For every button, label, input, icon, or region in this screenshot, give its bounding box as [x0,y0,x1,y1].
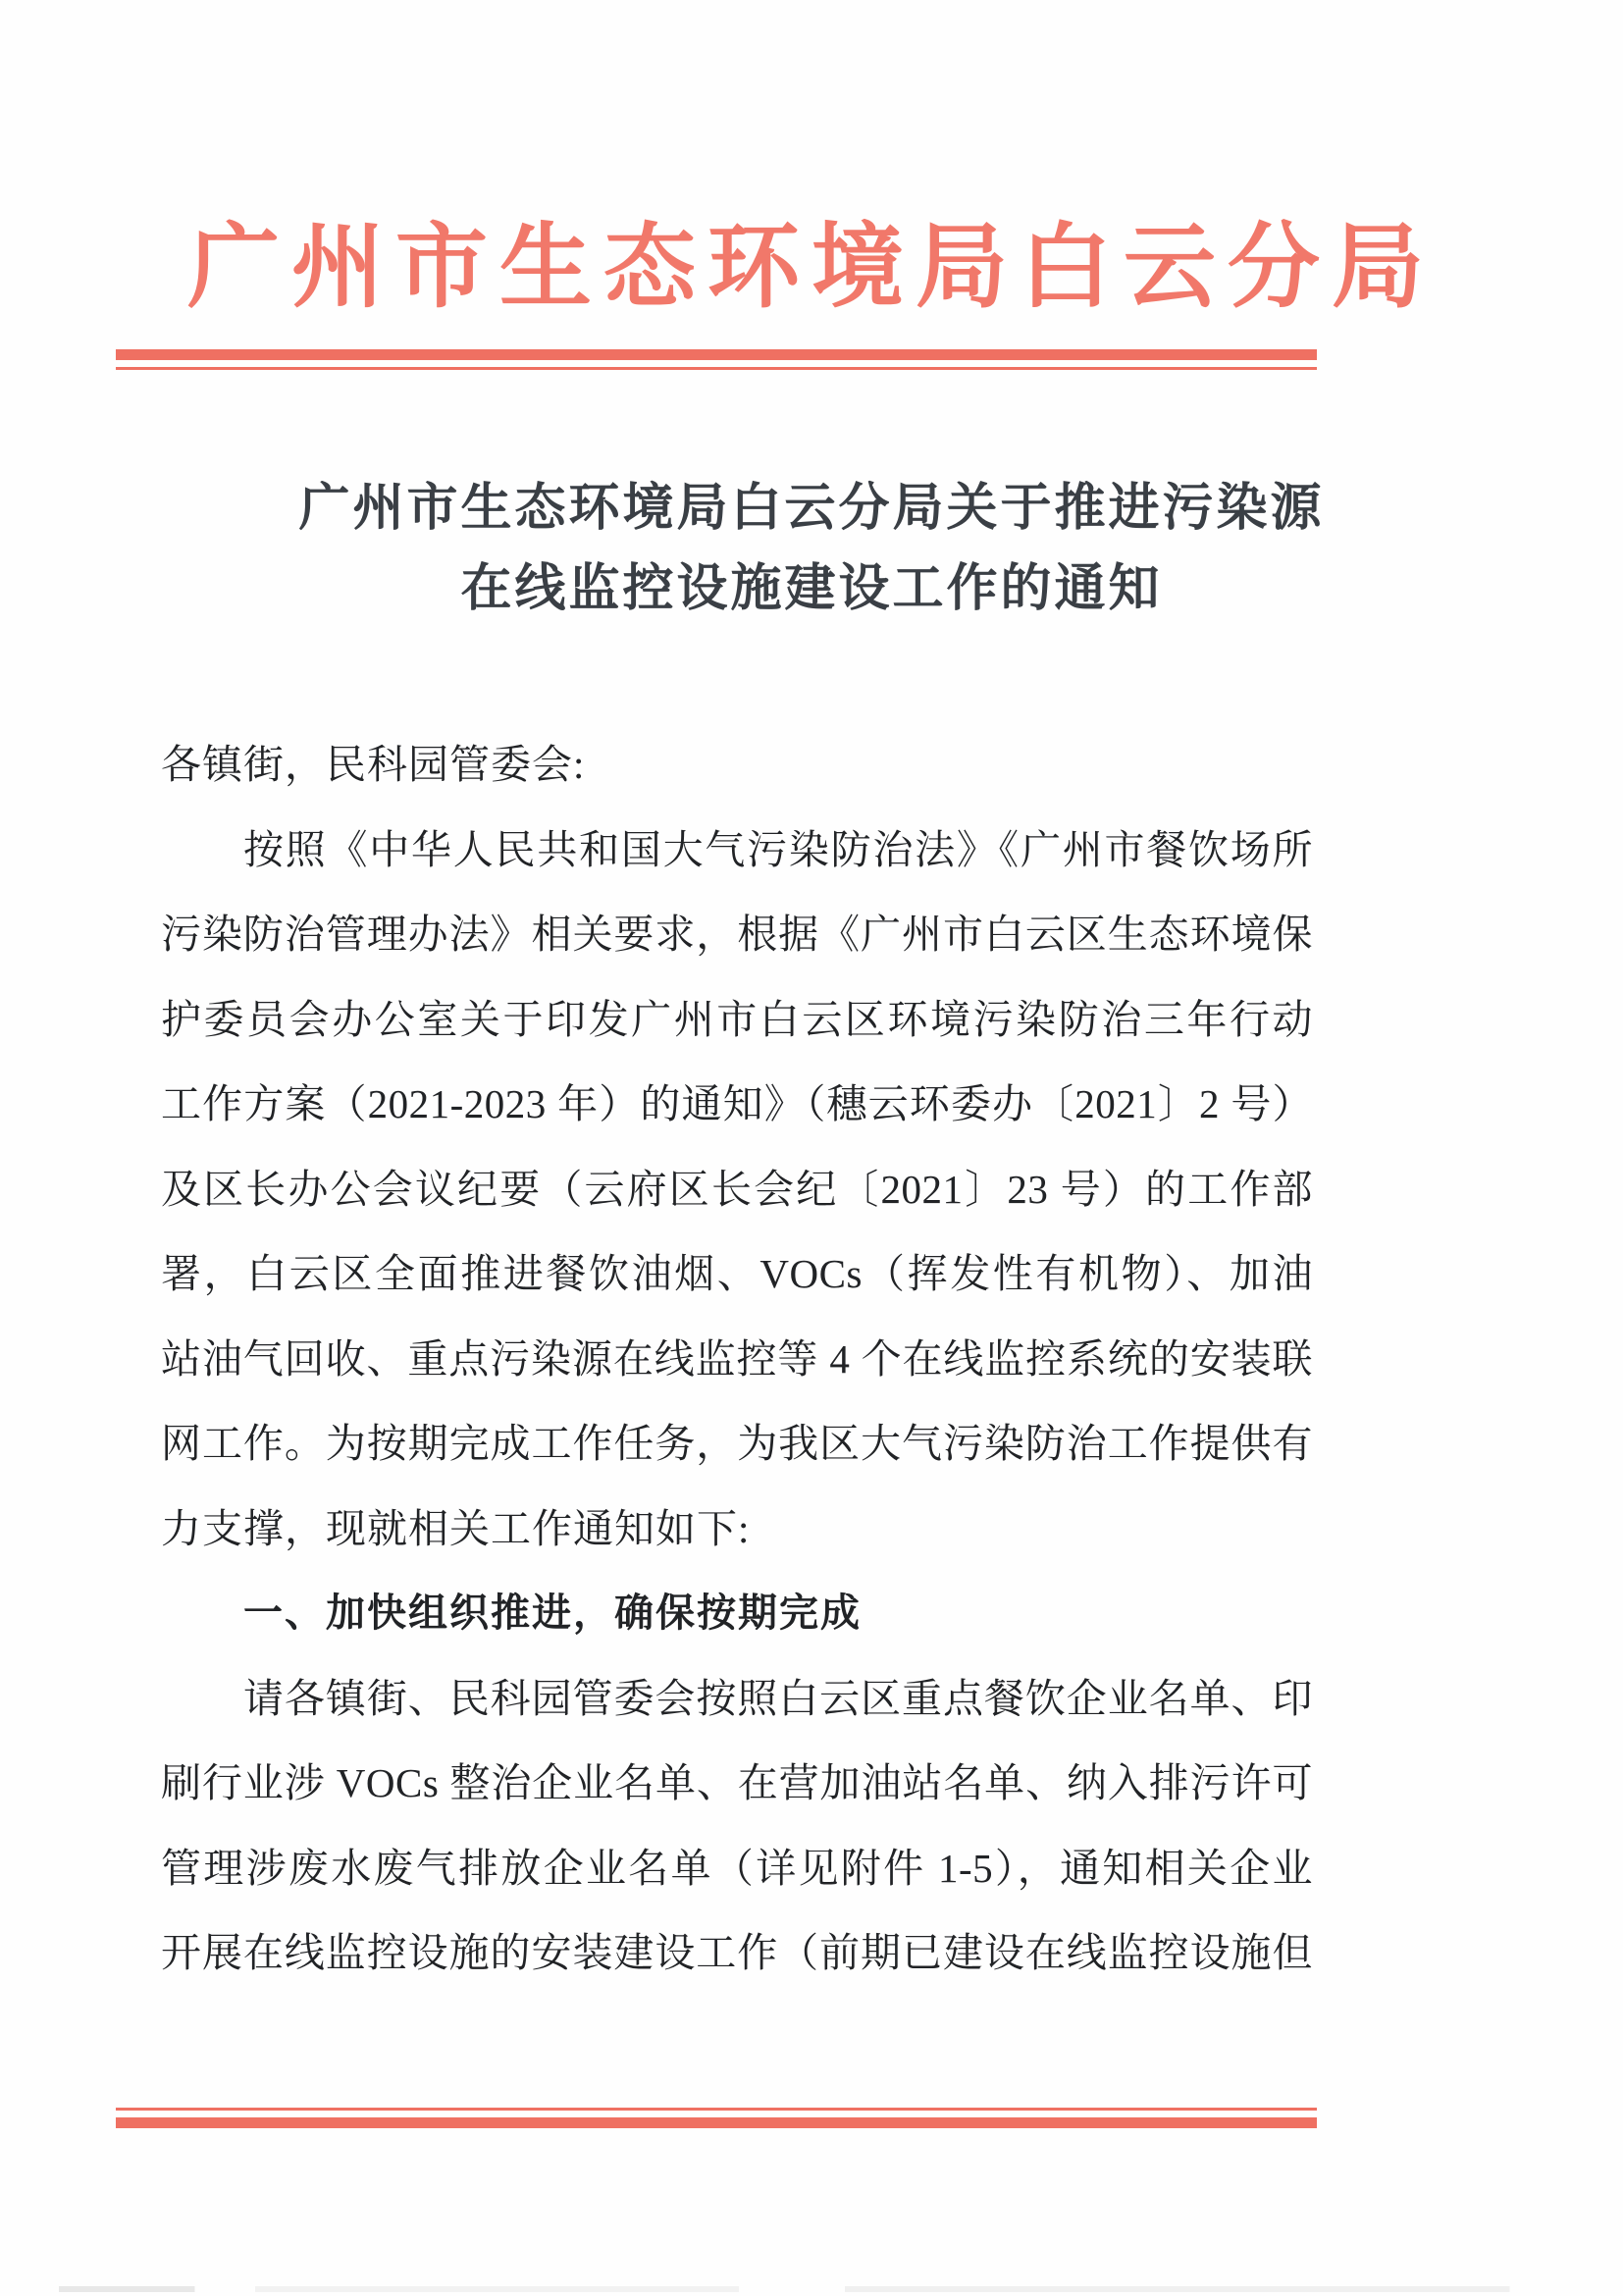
document-title-line2: 在线监控设施建设工作的通知 [460,561,1163,617]
body-line: 站油气回收、重点污染源在线监控等 4 个在线监控系统的安装联 [161,1335,1313,1382]
body-line: 署，白云区全面推进餐饮油烟、VOCs（挥发性有机物）、加油 [161,1251,1313,1296]
document-title [0,469,1623,630]
document-title-line1: 广州市生态环境局白云分局关于推进污染源 [298,481,1325,537]
body-line: 请各镇街、民科园管委会按照白云区重点餐饮企业名单、印 [243,1675,1313,1721]
body-line: 一、加快组织推进，确保按期完成 [243,1592,862,1635]
rule-gap [116,2111,1317,2117]
body-line: 污染防治管理办法》相关要求，根据《广州市白云区生态环境保 [161,912,1313,957]
body-line: 各镇街，民科园管委会: [161,742,586,787]
body-line: 开展在线监控设施的安装建设工作（前期已建设在线监控设施但 [161,1930,1313,1975]
body-line: 及区长办公会议纪要（云府区长会纪〔2021〕23 号）的工作部 [161,1166,1313,1212]
body-line: 刷行业涉 VOCs 整治企业名单、在营加油站名单、纳入排污许可 [161,1760,1313,1805]
header-rule-thin [116,367,1317,370]
body-line: 管理涉废水废气排放企业名单（详见附件 1-5），通知相关企业 [161,1845,1313,1891]
header-rule-thick [116,349,1317,360]
rule-gap [116,360,1317,367]
letterhead-agency-name: 广州市生态环境局白云分局 [186,217,1436,319]
body-line: 护委员会办公室关于印发广州市白云区环境污染防治三年行动 [161,996,1313,1042]
header-double-rule [116,349,1317,370]
body-line: 网工作。为按期完成工作任务，为我区大气污染防治工作提供有 [161,1421,1313,1466]
footer-double-rule [116,2108,1317,2128]
scan-edge-artifact [59,2286,1570,2292]
body-line: 按照《中华人民共和国大气污染防治法》《广州市餐饮场所 [243,826,1313,872]
footer-rule-thick [116,2117,1317,2128]
body-line: 工作方案（2021-2023 年）的通知》（穗云环委办〔2021〕2 号） [161,1081,1313,1126]
body-line: 力支撑，现就相关工作通知如下: [161,1505,751,1551]
document-body [161,722,1313,1996]
